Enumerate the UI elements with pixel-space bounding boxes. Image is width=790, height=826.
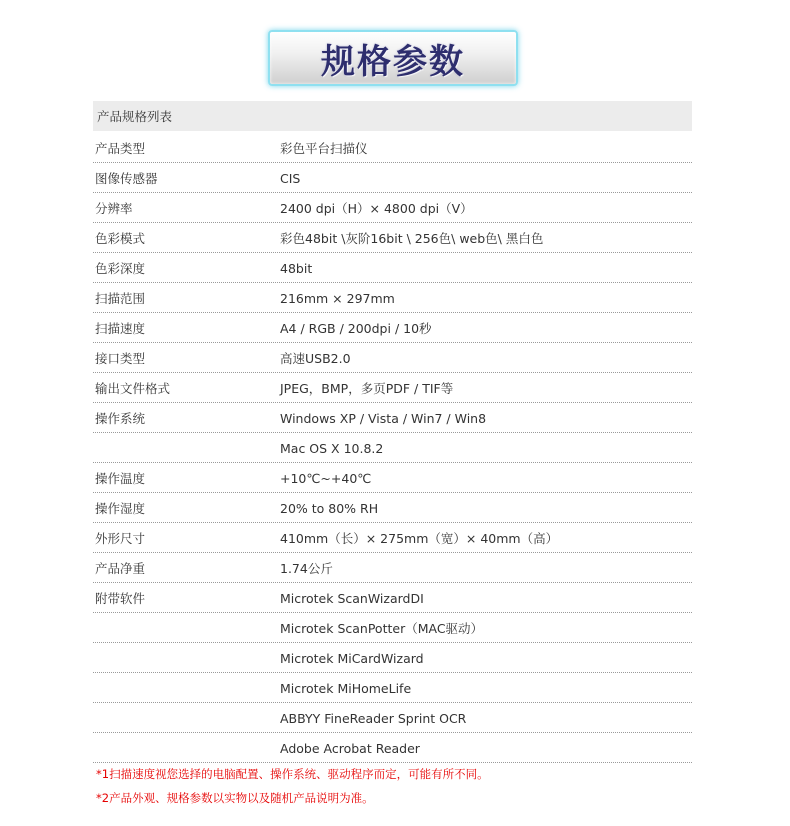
spec-value: 彩色平台扫描仪	[280, 141, 368, 156]
footnotes	[96, 766, 756, 814]
spec-value: Microtek ScanPotter（MAC驱动）	[280, 621, 484, 636]
spec-row	[93, 433, 692, 463]
spec-row	[93, 643, 692, 673]
spec-table	[93, 133, 692, 763]
spec-row	[93, 673, 692, 703]
spec-row	[93, 223, 692, 253]
spec-label: 输出文件格式	[95, 381, 171, 396]
spec-value: Mac OS X 10.8.2	[280, 440, 384, 456]
spec-value: Adobe Acrobat Reader	[280, 740, 420, 756]
spec-row	[93, 613, 692, 643]
section-header	[93, 101, 692, 131]
spec-row	[93, 253, 692, 283]
spec-value: CIS	[280, 170, 301, 186]
spec-label: 扫描速度	[95, 321, 146, 336]
page-title: 规格参数	[321, 41, 465, 82]
footnote: *1扫描速度视您选择的电脑配置、操作系统、驱动程序而定，可能有所不同。	[96, 767, 489, 781]
spec-label: 附带软件	[95, 591, 146, 606]
spec-label: 操作温度	[95, 471, 146, 486]
spec-row	[93, 373, 692, 403]
spec-value: +10℃~+40℃	[280, 470, 372, 486]
spec-row	[93, 553, 692, 583]
spec-value: JPEG，BMP，多页PDF / TIF等	[280, 381, 454, 396]
spec-label: 产品净重	[95, 561, 146, 576]
section-header-label: 产品规格列表	[97, 109, 173, 124]
title-banner	[268, 30, 518, 86]
spec-label: 操作系统	[95, 411, 146, 426]
spec-label: 扫描范围	[95, 291, 146, 306]
spec-value: A4 / RGB / 200dpi / 10秒	[280, 321, 432, 336]
spec-row	[93, 733, 692, 763]
spec-label: 图像传感器	[95, 171, 158, 186]
spec-label: 色彩模式	[95, 231, 146, 246]
spec-row	[93, 493, 692, 523]
spec-value: 高速USB2.0	[280, 351, 351, 366]
spec-row	[93, 133, 692, 163]
spec-row	[93, 163, 692, 193]
spec-value: Microtek MiHomeLife	[280, 680, 412, 696]
spec-value: 1.74公斤	[280, 561, 333, 576]
spec-value: 2400 dpi（H）× 4800 dpi（V）	[280, 201, 473, 216]
footnote: *2产品外观、规格参数以实物以及随机产品说明为准。	[96, 791, 374, 805]
spec-value: 410mm（长）× 275mm（宽）× 40mm（高）	[280, 531, 559, 546]
spec-row	[93, 283, 692, 313]
spec-label: 色彩深度	[95, 261, 146, 276]
spec-row	[93, 313, 692, 343]
spec-label: 分辨率	[95, 201, 133, 216]
spec-value: 216mm × 297mm	[280, 290, 395, 306]
spec-row	[93, 343, 692, 373]
spec-value: ABBYY FineReader Sprint OCR	[280, 710, 467, 726]
spec-value: 彩色48bit \灰阶16bit \ 256色\ web色\ 黑白色	[280, 231, 544, 246]
spec-value: 20% to 80% RH	[280, 500, 379, 516]
spec-value: Windows XP / Vista / Win7 / Win8	[280, 410, 487, 426]
spec-value: Microtek MiCardWizard	[280, 650, 424, 666]
spec-row	[93, 463, 692, 493]
spec-value: Microtek ScanWizardDI	[280, 590, 424, 606]
spec-label: 外形尺寸	[95, 531, 146, 546]
spec-label: 接口类型	[95, 351, 146, 366]
spec-label: 操作湿度	[95, 501, 146, 516]
spec-row	[93, 523, 692, 553]
spec-label: 产品类型	[95, 141, 146, 156]
spec-row	[93, 403, 692, 433]
spec-value: 48bit	[280, 260, 313, 276]
spec-row	[93, 583, 692, 613]
spec-row	[93, 703, 692, 733]
spec-row	[93, 193, 692, 223]
